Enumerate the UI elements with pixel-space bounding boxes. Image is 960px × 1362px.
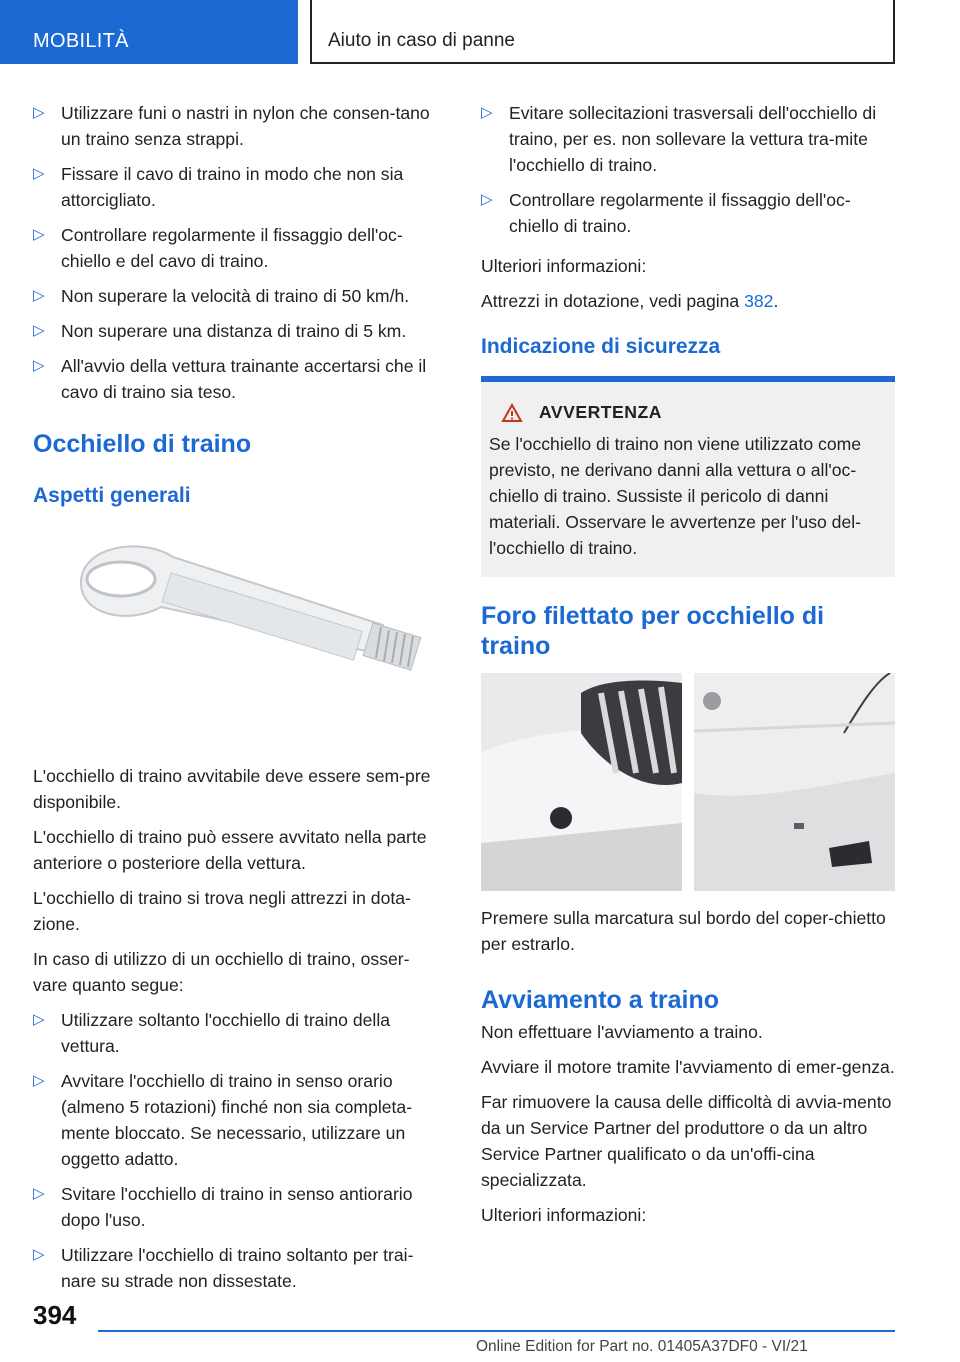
page-number: 394 [33, 1300, 77, 1330]
edition-info: Online Edition for Part no. 01405A37DF0 - VI/21 [476, 1338, 808, 1355]
heading-threaded-hole: Foro filettato per occhiello di traino [481, 602, 825, 660]
towing-rope-list [33, 100, 438, 405]
heading-towing-eye: Occhiello di traino [33, 430, 252, 458]
triangle-bullet-icon: ▷ [33, 1246, 45, 1263]
list-item: ▷ Controllare regolarmente il fissaggio dell'oc-chiello e del cavo di traino. [33, 222, 438, 274]
paragraph: Non effettuare l'avviamento a traino. [481, 1022, 763, 1042]
paragraph: L'occhiello di traino si trova negli attrezzi in dota-zione. [33, 888, 411, 934]
triangle-bullet-icon: ▷ [33, 1011, 45, 1028]
triangle-bullet-icon: ▷ [33, 357, 45, 374]
page-link[interactable]: 382 [744, 291, 774, 311]
paragraph: In caso di utilizzo di un occhiello di traino, osser-vare quanto segue: [33, 949, 410, 995]
paragraph: Far rimuovere la causa delle difficoltà di avvia-mento da un Service Partner del produttore o da un altro Service Partner qualificato o da un'offi-cina specializzata. [481, 1092, 892, 1190]
more-info-label: Ulteriori informazioni: [481, 256, 647, 276]
paragraph: L'occhiello di traino avvitabile deve essere sem-pre disponibile. [33, 766, 431, 812]
towing-eye-list [33, 1007, 438, 1294]
warning-triangle-icon [501, 403, 523, 423]
left-column [33, 100, 438, 1303]
paragraph: L'occhiello di traino può essere avvitato nella parte anteriore o posteriore della vettura. [33, 827, 427, 873]
triangle-bullet-icon: ▷ [33, 322, 45, 339]
list-item: ▷ Non superare la velocità di traino di 50 km/h. [33, 283, 438, 309]
list-item: ▷ Utilizzare funi o nastri in nylon che consen-tano un traino senza strappi. [33, 100, 438, 152]
chapter-title: Aiuto in caso di panne [310, 0, 895, 64]
triangle-bullet-icon: ▷ [33, 165, 45, 182]
heading-tow-start: Avviamento a traino [481, 986, 720, 1014]
triangle-bullet-icon: ▷ [33, 226, 45, 243]
warning-title: AVVERTENZA [501, 402, 889, 423]
triangle-bullet-icon: ▷ [33, 104, 45, 121]
right-column [481, 100, 895, 1237]
list-item: ▷ Evitare sollecitazioni trasversali dell'occhiello di traino, per es. non sollevare la vettura tra-mite l'occhiello di traino. [481, 100, 895, 178]
towing-eye-care-list [481, 100, 895, 239]
warning-box [481, 382, 895, 577]
warning-text: Se l'occhiello di traino non viene utilizzato come previsto, ne derivano danni alla vettura o all'oc-chiello di traino. Sussiste il pericolo di danni materiali. Osservare le avvertenze per l'uso del-l'occhiello di traino. [489, 434, 862, 558]
rear-bumper-photo [694, 673, 895, 891]
list-item: ▷ Controllare regolarmente il fissaggio dell'oc-chiello di traino. [481, 187, 895, 239]
list-item: ▷ Utilizzare l'occhiello di traino soltanto per trai-nare su strade non dissestate. [33, 1242, 438, 1294]
triangle-bullet-icon: ▷ [33, 1072, 45, 1089]
list-item: ▷ All'avvio della vettura trainante accertarsi che il cavo di traino sia teso. [33, 353, 438, 405]
triangle-bullet-icon: ▷ [481, 104, 493, 121]
triangle-bullet-icon: ▷ [481, 191, 493, 208]
towing-eye-illustration [33, 515, 438, 755]
paragraph: Avviare il motore tramite l'avviamento di emer-genza. [481, 1057, 895, 1077]
list-item: ▷ Svitare l'occhiello di traino in senso antiorario dopo l'uso. [33, 1181, 438, 1233]
bumper-photos [481, 673, 895, 891]
photo-caption: Premere sulla marcatura sul bordo del coper-chietto per estrarlo. [481, 908, 886, 954]
section-tab[interactable]: MOBILITÀ [0, 0, 298, 64]
reference-line: Attrezzi in dotazione, vedi pagina 382. [481, 291, 779, 311]
footer-divider [98, 1330, 895, 1332]
list-item: ▷ Non superare una distanza di traino di 5 km. [33, 318, 438, 344]
triangle-bullet-icon: ▷ [33, 1185, 45, 1202]
list-item: ▷ Utilizzare soltanto l'occhiello di traino della vettura. [33, 1007, 438, 1059]
list-item: ▷ Avvitare l'occhiello di traino in senso orario (almeno 5 rotazioni) finché non sia completa-mente bloccato. Se necessario, utilizzare un oggetto adatto. [33, 1068, 438, 1172]
list-item: ▷ Fissare il cavo di traino in modo che non sia attorcigliato. [33, 161, 438, 213]
paragraph: Ulteriori informazioni: [481, 1205, 647, 1225]
heading-safety: Indicazione di sicurezza [481, 335, 721, 358]
heading-general: Aspetti generali [33, 484, 191, 507]
triangle-bullet-icon: ▷ [33, 287, 45, 304]
front-bumper-photo [481, 673, 682, 891]
